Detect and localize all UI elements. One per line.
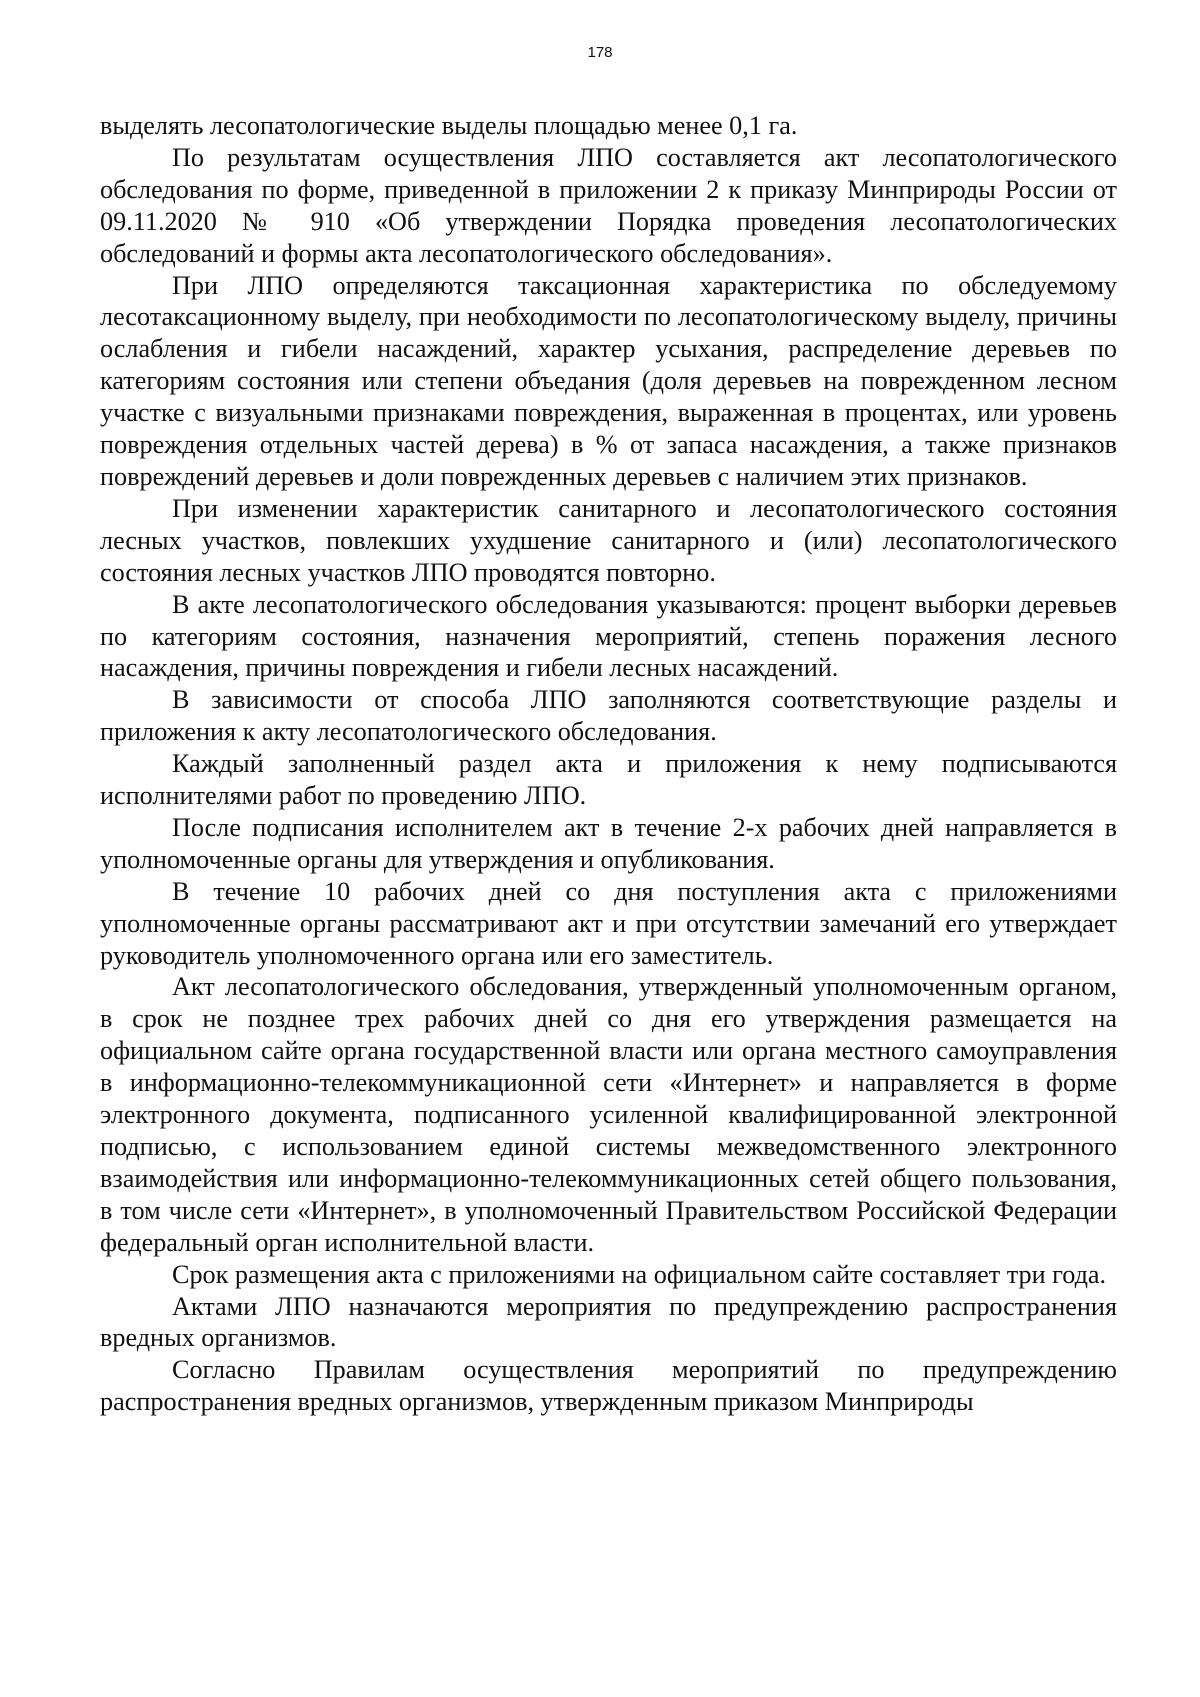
paragraph-publication-term: Срок размещения акта с приложениями на официальном сайте составляет три года. [172,1259,1107,1289]
paragraph-approval: В течение 10 рабочих дней со дня поступления акта с приложениями уполномоченные органы рассматривают акт и при отсутствии замечаний его утверждает руководитель уполномоченного органа или его заместитель. [100,876,1117,970]
page-number: 178 [587,44,613,61]
paragraph-act-contents: В акте лесопатологического обследования указываются: процент выборки деревьев по категориям состояния, назначения мероприятий, степень поражения лесного насаждения, причины повреждения и гибели лесных насаждений. [100,589,1117,683]
paragraph-signatures: Каждый заполненный раздел акта и приложения к нему подписываются исполнителями работ по проведению ЛПО. [100,749,1117,811]
paragraph-lpo-characteristics: При ЛПО определяются таксационная характеристика по обследуемому лесотаксационному выделу, при необходимости по лесопатологическому выделу, причины ослабления и гибели насаждений, характер усыхания, распределение деревьев по категориям состояния или степени объедания (доля деревьев на поврежденном лесном участке с визуальными признаками повреждения, выраженная в процентах, или уровень повреждения отдельных частей дерева) в % от запаса насаждения, а также признаков повреждений деревьев и доли поврежденных деревьев с наличием этих признаков. [100,270,1117,491]
paragraph-repeat-survey: При изменении характеристик санитарного и лесопатологического состояния лесных участков, повлекших ухудшение санитарного и (или) лесопатологического состояния лесных участков ЛПО проводятся повторно. [100,493,1117,587]
paragraph-rules: Согласно Правилам осуществления мероприятий по предупреждению распространения вредных организмов, утвержденным приказом Минприроды [100,1355,1117,1417]
paragraph-sections-filled: В зависимости от способа ЛПО заполняются соответствующие разделы и приложения к акту лесопатологического обследования. [100,685,1117,747]
document-body [100,110,1117,1418]
paragraph-continuation: выделять лесопатологические выделы площадью менее 0,1 га. [100,111,798,140]
paragraph-submission: После подписания исполнителем акт в течение 2-х рабочих дней направляется в уполномоченные органы для утверждения и опубликования. [100,812,1117,874]
paragraph-publication: Акт лесопатологического обследования, утвержденный уполномоченным органом, в срок не позднее трех рабочих дней со дня его утверждения размещается на официальном сайте органа государственной власти или органа местного самоуправления в информационно-телекоммуникационной сети «Интернет» и направляется в форме электронного документа, подписанного усиленной квалифицированной электронной подписью, с использованием единой системы межведомственного электронного взаимодействия или информационно-телекоммуникационных сетей общего пользования, в том числе сети «Интернет», в уполномоченный Правительством Российской Федерации федеральный орган исполнительной власти. [100,972,1117,1257]
paragraph-measures: Актами ЛПО назначаются мероприятия по предупреждению распространения вредных организмов. [100,1291,1117,1353]
paragraph-act-composition: По результатам осуществления ЛПО составляется акт лесопатологического обследования по форме, приведенной в приложении 2 к приказу Минприроды России от 09.11.2020 № 910 «Об утверждении Порядка проведения лесопатологических обследований и формы акта лесопатологического обследования». [100,142,1117,268]
